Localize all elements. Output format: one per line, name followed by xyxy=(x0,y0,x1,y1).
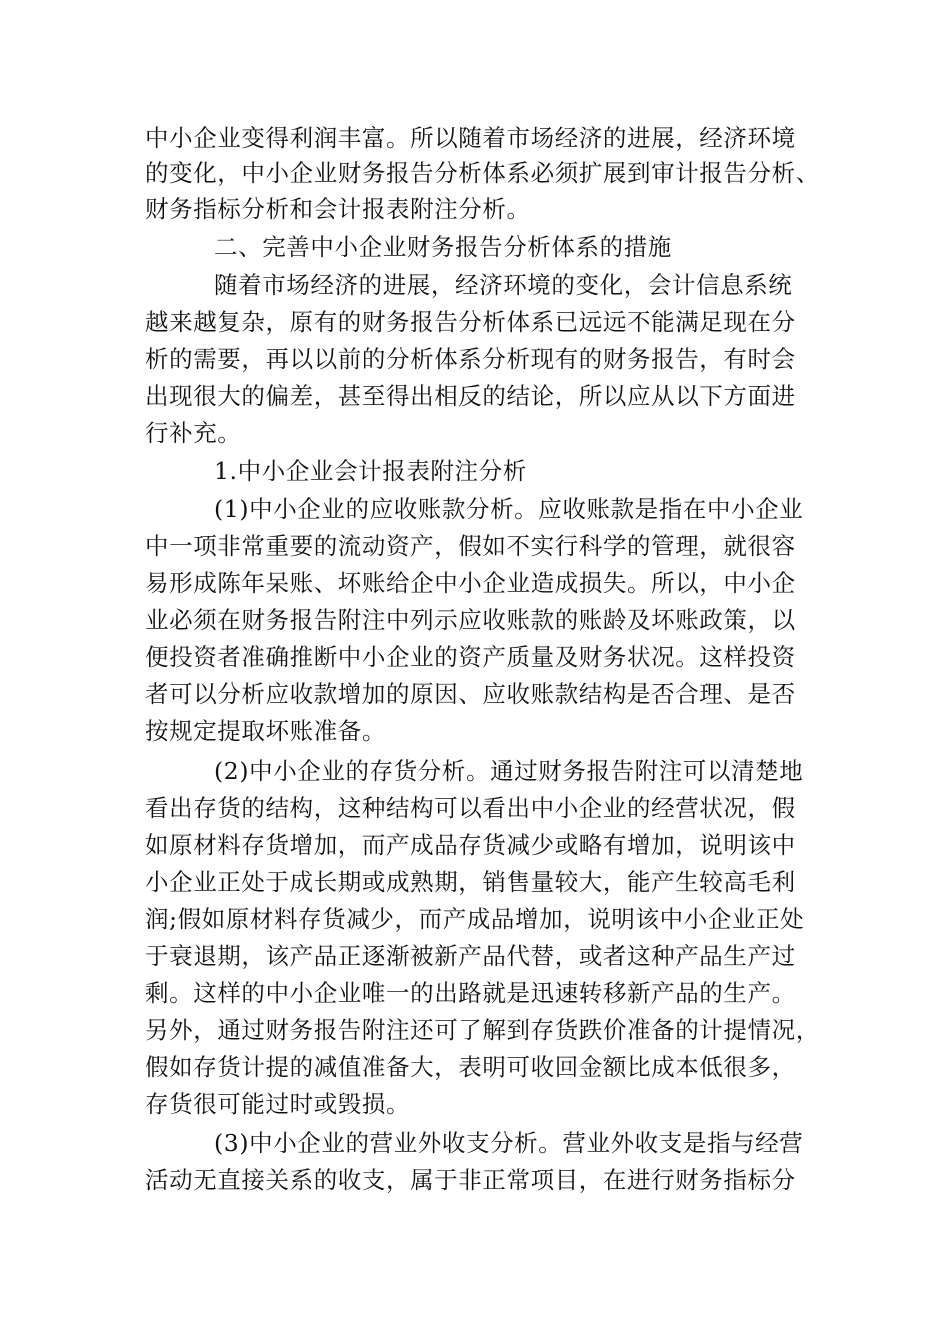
paragraph-line: (2)中小企业的存货分析。通过财务报告附注可以清楚地 xyxy=(214,757,804,785)
paragraph-line: 存货很可能过时或毁损。 xyxy=(145,1090,411,1118)
paragraph-line: 于衰退期，该产品正逐渐被新产品代替，或者这种产品生产过 xyxy=(145,942,796,970)
paragraph-line: 财务指标分析和会计报表附注分析。 xyxy=(145,195,531,223)
paragraph-line: 剩。这样的中小企业唯一的出路就是迅速转移新产品的生产。 xyxy=(145,979,796,1007)
paragraph-line: 按规定提取坏账准备。 xyxy=(145,717,386,745)
paragraph-line: 业必须在财务报告附注中列示应收账款的账龄及坏账政策，以 xyxy=(145,606,796,634)
paragraph-line: 活动无直接关系的收支，属于非正常项目，在进行财务指标分 xyxy=(145,1166,796,1194)
paragraph-line: (3)中小企业的营业外收支分析。营业外收支是指与经营 xyxy=(214,1129,804,1157)
section-heading: 二、完善中小企业财务报告分析体系的措施 xyxy=(214,233,672,261)
paragraph-line: 如原材料存货增加，而产成品存货减少或略有增加，说明该中 xyxy=(145,831,796,859)
paragraph-line: 中小企业变得利润丰富。所以随着市场经济的进展，经济环境 xyxy=(145,124,796,152)
paragraph-line: 便投资者准确推断中小企业的资产质量及财务状况。这样投资 xyxy=(145,643,796,671)
paragraph-line: 者可以分析应收款增加的原因、应收账款结构是否合理、是否 xyxy=(145,680,796,708)
paragraph-line: 析的需要，再以以前的分析体系分析现有的财务报告，有时会 xyxy=(145,345,796,373)
paragraph-line: 另外，通过财务报告附注还可了解到存货跌价准备的计提情况， xyxy=(145,1016,820,1044)
paragraph-line: 易形成陈年呆账、坏账给企中小企业造成损失。所以，中小企 xyxy=(145,569,796,597)
paragraph-line: 出现很大的偏差，甚至得出相反的结论，所以应从以下方面进 xyxy=(145,382,796,410)
paragraph-line: 越来越复杂，原有的财务报告分析体系已远远不能满足现在分 xyxy=(145,308,796,336)
paragraph-line: (1)中小企业的应收账款分析。应收账款是指在中小企业 xyxy=(214,495,804,523)
subsection-heading: 1.中小企业会计报表附注分析 xyxy=(214,457,527,485)
paragraph-line: 假如存货计提的减值准备大，表明可收回金额比成本低很多， xyxy=(145,1053,796,1081)
paragraph-line: 润;假如原材料存货减少，而产成品增加，说明该中小企业正处 xyxy=(145,905,805,933)
paragraph-line: 的变化，中小企业财务报告分析体系必须扩展到审计报告分析、 xyxy=(145,159,820,187)
paragraph-line: 中一项非常重要的流动资产，假如不实行科学的管理，就很容 xyxy=(145,532,796,560)
paragraph-line: 行补充。 xyxy=(145,419,242,447)
paragraph-line: 小企业正处于成长期或成熟期，销售量较大，能产生较高毛利 xyxy=(145,868,796,896)
paragraph-line: 随着市场经济的进展，经济环境的变化，会计信息系统 xyxy=(214,271,793,299)
paragraph-line: 看出存货的结构，这种结构可以看出中小企业的经营状况，假 xyxy=(145,794,796,822)
